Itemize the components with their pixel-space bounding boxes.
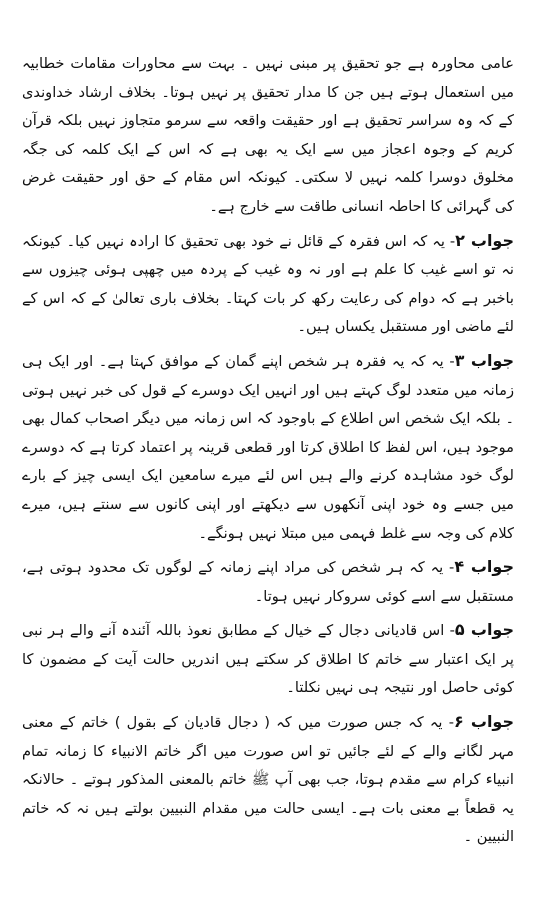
answer-label: جواب ۲ (455, 230, 514, 250)
answer-label: جواب ۳ (454, 350, 515, 370)
answer-5 (22, 616, 514, 703)
answer-4 (22, 553, 514, 611)
answer-text: - یہ کہ یہ فقرہ ہر شخص اپنے گمان کے موافق کہتا ہے۔ اور ایک ہی زمانہ میں متعدد لوگ کہتے ہیں اور انہیں ایک دوسرے کے قول کی خبر نہیں ہوتی ۔ بلکہ ایک شخص اس اطلاع کے باوجود کہ اس زمانہ میں دیگر اصحاب کمال بھی موجود ہیں، اس لفظ کا اطلاق کرتا اور قطعی قرینہ پر اعتماد کرتا ہے کہ دوسرے لوگ خود مشاہدہ کرنے والے ہیں اس لئے میرے سامعین ایک ایسی چیز کے بارے میں جسے وہ خود اپنی آنکھوں سے دیکھتے اور اپنی کانوں سے سنتے ہیں، میرے کلام کی وجہ سے غلط فہمی میں مبتلا نہیں ہونگے۔ (22, 352, 514, 542)
paragraph-intro (22, 50, 514, 222)
answer-label: جواب ۶ (453, 712, 514, 732)
answer-text: - یہ کہ جس صورت میں کہ ( دجال قادیان کے بقول ) خاتم کے معنی مہر لگانے والے کے لئے جائیں تو اس صورت میں اگر خاتم الانبیاء کا زمانہ تمام انبیاء کرام سے مقدم ہوتا، جب بھی آپ ﷺ خاتم بالمعنی المذکور ہوتے ۔ حالانکہ یہ قطعاً بے معنی بات ہے۔ ایسی حالت میں مقدام النبیین بولتے ہیں نہ کہ خاتم النبیین ۔ (22, 714, 514, 846)
answer-text: - اس قادیانی دجال کے خیال کے مطابق نعوذ باللہ آئندہ آنے والے ہر نبی پر ایک اعتبار سے خاتم کا اطلاق کر سکتے ہیں اندریں حالت آیت کے مضمون کا کوئی حاصل اور نتیجہ ہی نہیں نکلتا۔ (22, 622, 514, 697)
answer-text: - یہ کہ اس فقرہ کے قائل نے خود بھی تحقیق کا ارادہ نہیں کیا۔ کیونکہ نہ تو اسے غیب کا علم ہے اور نہ وہ غیب کے پردہ میں چھپی ہوئی چیزوں سے باخبر ہے کہ دوام کی رعایت رکھ کر بات کہتا۔ بخلاف باری تعالیٰ کے کہ اس کے لئے ماضی اور مستقبل یکساں ہیں۔ (22, 232, 514, 336)
answer-2 (22, 227, 514, 342)
answer-text: - یہ کہ ہر شخص کی مراد اپنے زمانہ کے لوگوں تک محدود ہوتی ہے، مستقبل سے اسے کوئی سروکار نہیں ہوتا۔ (22, 559, 514, 605)
answer-label: جواب ۴ (454, 557, 514, 577)
paragraph-text: عامی محاورہ ہے جو تحقیق پر مبنی نہیں ۔ بہت سے محاورات مقامات خطابیہ میں استعمال ہوتے ہیں جن کا مدار تحقیق پر نہیں ہوتا۔ بخلاف ارشاد خداوندی کے کہ وہ سراسر تحقیق ہے اور حقیقت واقعہ سے سرمو متجاوز نہیں بلکہ قرآن کریم کے وجوہ اعجاز میں سے ایک یہ بھی ہے کہ اس کے ایک کلمہ کی جگہ مخلوق دوسرا کلمہ نہیں لا سکتی۔ کیونکہ اس مقام کے حق اور حقیقت غرض کی گہرائی کا احاطہ انسانی طاقت سے خارج ہے۔ (22, 55, 514, 215)
answer-6 (22, 708, 514, 852)
answer-3 (22, 347, 514, 548)
answer-label: جواب ۵ (454, 620, 514, 640)
